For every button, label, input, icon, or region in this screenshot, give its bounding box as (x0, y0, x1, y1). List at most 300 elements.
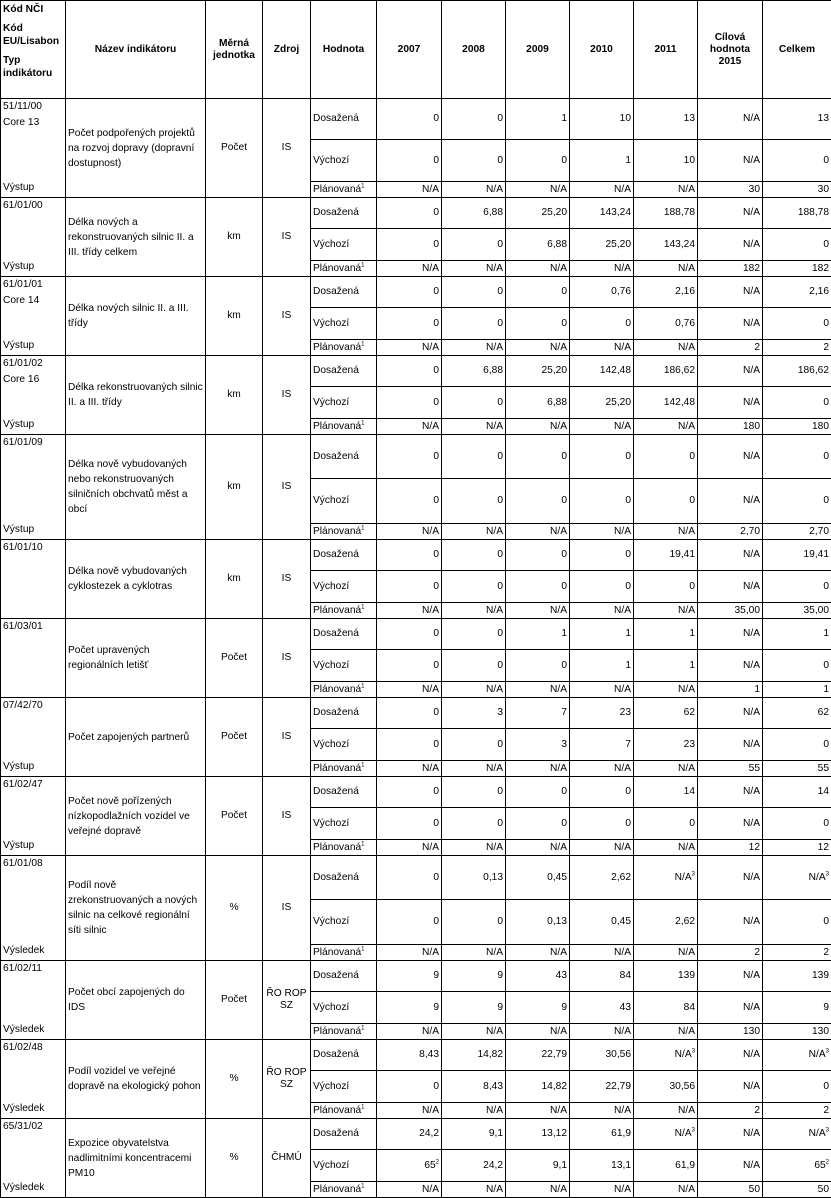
value-cell (570, 435, 634, 479)
value-cell (377, 308, 442, 340)
value-cell (634, 340, 698, 356)
value-type-label: Výchozí (311, 571, 377, 603)
footnote-mark: 3 (692, 871, 695, 877)
cell-value: 25,20 (606, 397, 632, 408)
value-cell (634, 479, 698, 524)
value-cell (698, 277, 763, 308)
header-hodnota: Hodnota (311, 1, 377, 99)
cell-value: 0 (497, 916, 503, 927)
cell-value: 0,76 (611, 286, 631, 297)
cell-value: N/A (422, 342, 439, 353)
cell-value: N/A (743, 628, 760, 639)
value-cell (634, 277, 698, 308)
cell-value: N/A (550, 842, 567, 853)
cell-value: 0 (433, 495, 439, 506)
cell-value: 0 (823, 397, 829, 408)
value-cell (442, 619, 506, 650)
table-row (1, 356, 831, 387)
cell-value: N/A (743, 495, 760, 506)
value-cell (698, 1119, 763, 1150)
value-cell (377, 540, 442, 571)
cell-value: N/A (422, 263, 439, 274)
value-cell (506, 435, 570, 479)
value-cell (570, 182, 634, 198)
indicator-code-cell (1, 1040, 66, 1119)
cell-value: N/A (743, 707, 760, 718)
value-cell (506, 900, 570, 945)
cell-value: 14 (684, 786, 695, 797)
indicator-source: IS (263, 540, 311, 619)
cell-value: 35,00 (804, 605, 830, 616)
value-cell (377, 777, 442, 808)
cell-value: N/A (422, 421, 439, 432)
footnote-mark: 2 (436, 1159, 439, 1165)
cell-value: 0 (497, 113, 503, 124)
indicator-name: Délka nových silnic II. a III. třídy (66, 277, 206, 356)
cell-value: N/A (743, 207, 760, 218)
cell-value: 0 (433, 818, 439, 829)
value-cell (698, 603, 763, 619)
cell-value: 0 (823, 818, 829, 829)
cell-value: 0 (433, 451, 439, 462)
value-type-label: Dosažená (311, 619, 377, 650)
value-cell (442, 1119, 506, 1150)
indicator-unit: km (206, 277, 263, 356)
cell-value: 22,79 (606, 1081, 632, 1092)
value-cell (634, 777, 698, 808)
cell-value: 130 (812, 1026, 829, 1037)
value-cell (634, 182, 698, 198)
value-cell (442, 856, 506, 900)
cell-value: N/A (614, 1026, 631, 1037)
cell-value: 25,20 (606, 239, 632, 250)
cell-value: 0 (433, 318, 439, 329)
value-cell (506, 840, 570, 856)
cell-value: 143,24 (600, 207, 631, 218)
value-type-label: Výchozí (311, 140, 377, 182)
indicator-type: Výstup (3, 180, 63, 196)
value-cell (570, 1119, 634, 1150)
indicator-unit: Počet (206, 698, 263, 777)
indicator-eu-code (3, 977, 63, 993)
indicator-code: 61/02/11 (3, 961, 63, 977)
cell-value: 186,62 (664, 365, 695, 376)
header-celkem: Celkem (763, 1, 831, 99)
value-cell (634, 992, 698, 1024)
indicator-code: 61/02/48 (3, 1040, 63, 1056)
value-cell (634, 619, 698, 650)
value-cell (570, 140, 634, 182)
table-row (1, 198, 831, 229)
cell-value: 0 (561, 549, 567, 560)
header-2009: 2009 (506, 1, 570, 99)
value-cell (698, 761, 763, 777)
cell-value: 0 (433, 660, 439, 671)
cell-value: 0 (433, 786, 439, 797)
value-cell (634, 99, 698, 140)
value-cell (570, 479, 634, 524)
cell-value: 13,1 (611, 1160, 631, 1171)
value-cell (634, 198, 698, 229)
value-cell (763, 1024, 831, 1040)
value-cell (442, 198, 506, 229)
value-type-label: Výchozí (311, 1150, 377, 1182)
indicator-code-cell (1, 619, 66, 698)
planovana-label: Plánovaná (313, 1184, 361, 1195)
value-cell (634, 540, 698, 571)
cell-value: 30 (818, 184, 829, 195)
footnote-mark: 2 (826, 1159, 829, 1165)
value-cell (698, 619, 763, 650)
cell-value: 0 (497, 660, 503, 671)
cell-value: 7 (625, 739, 631, 750)
cell-value: 6,88 (483, 207, 503, 218)
cell-value: N/A (486, 526, 503, 537)
value-cell (634, 229, 698, 261)
cell-value: 2,70 (740, 526, 760, 537)
value-cell (634, 961, 698, 992)
value-cell (570, 387, 634, 419)
cell-value: N/A (675, 1049, 692, 1060)
cell-value: 50 (749, 1184, 760, 1195)
value-cell (698, 99, 763, 140)
footnote-mark: 1 (361, 1104, 364, 1110)
value-cell (570, 856, 634, 900)
cell-value: N/A (614, 947, 631, 958)
value-cell (634, 1103, 698, 1119)
indicator-code: 61/02/47 (3, 777, 63, 793)
value-type-label: Dosažená (311, 435, 377, 479)
value-type-label (311, 1024, 377, 1040)
cell-value: 139 (678, 970, 695, 981)
value-cell (377, 856, 442, 900)
cell-value: N/A (550, 1184, 567, 1195)
indicator-type: Výstup (3, 338, 63, 354)
value-cell (570, 340, 634, 356)
value-type-label: Dosažená (311, 698, 377, 729)
indicator-code: 61/03/01 (3, 619, 63, 635)
table-row (1, 698, 831, 729)
footnote-mark: 1 (361, 420, 364, 426)
value-cell (442, 840, 506, 856)
header-kod-nci: Kód NČI (3, 2, 63, 17)
header-row (1, 1, 831, 99)
footnote-mark: 3 (692, 1128, 695, 1134)
value-cell (634, 1119, 698, 1150)
cell-value: 50 (818, 1184, 829, 1195)
cell-value: 0 (433, 581, 439, 592)
value-cell (763, 1119, 831, 1150)
cell-value: N/A (678, 184, 695, 195)
value-type-label: Výchozí (311, 229, 377, 261)
cell-value: 65 (424, 1160, 435, 1171)
cell-value: N/A (743, 113, 760, 124)
cell-value: N/A (550, 526, 567, 537)
cell-value: N/A (550, 1026, 567, 1037)
value-cell (506, 356, 570, 387)
header-typ: Typ indikátoru (3, 54, 63, 80)
value-cell (763, 524, 831, 540)
value-cell (506, 945, 570, 961)
value-cell (442, 1150, 506, 1182)
value-cell (763, 140, 831, 182)
indicator-name: Počet nově pořízených nízkopodlažních vozidel ve veřejné dopravě (66, 777, 206, 856)
value-cell (506, 524, 570, 540)
value-cell (377, 140, 442, 182)
cell-value: N/A (486, 184, 503, 195)
value-cell (506, 140, 570, 182)
cell-value: 0 (433, 155, 439, 166)
value-cell (442, 419, 506, 435)
value-cell (763, 698, 831, 729)
indicator-code-cell (1, 198, 66, 277)
cell-value: 182 (743, 263, 760, 274)
cell-value: N/A (486, 342, 503, 353)
value-cell (442, 524, 506, 540)
indicator-code: 51/11/00 (3, 99, 63, 115)
footnote-mark: 1 (361, 1025, 364, 1031)
cell-value: N/A (743, 818, 760, 829)
value-cell (377, 198, 442, 229)
cell-value: 0 (433, 365, 439, 376)
value-cell (763, 540, 831, 571)
cell-value: N/A (743, 549, 760, 560)
cell-value: 8,43 (419, 1049, 439, 1060)
cell-value: N/A (743, 451, 760, 462)
cell-value: N/A (486, 1184, 503, 1195)
cell-value: N/A (743, 916, 760, 927)
value-cell (570, 698, 634, 729)
planovana-label: Plánovaná (313, 421, 361, 432)
value-cell (377, 900, 442, 945)
value-cell (763, 761, 831, 777)
value-cell (377, 356, 442, 387)
cell-value: 14,82 (542, 1081, 568, 1092)
cell-value: 9 (497, 1002, 503, 1013)
cell-value: N/A (678, 1026, 695, 1037)
value-cell (698, 524, 763, 540)
planovana-label: Plánovaná (313, 605, 361, 616)
cell-value: 1 (561, 628, 567, 639)
table-row (1, 777, 831, 808)
value-cell (763, 840, 831, 856)
cell-value: 2,16 (675, 286, 695, 297)
planovana-label: Plánovaná (313, 342, 361, 353)
value-cell (570, 729, 634, 761)
value-cell (763, 261, 831, 277)
cell-value: 0 (433, 549, 439, 560)
value-cell (763, 387, 831, 419)
cell-value: N/A (743, 1128, 760, 1139)
cell-value: 0 (625, 581, 631, 592)
value-cell (442, 650, 506, 682)
cell-value: 55 (749, 763, 760, 774)
value-cell (506, 1071, 570, 1103)
indicator-type: Výstup (3, 838, 63, 854)
value-cell (698, 340, 763, 356)
value-cell (506, 992, 570, 1024)
footnote-mark: 3 (826, 871, 829, 877)
cell-value: 0 (625, 495, 631, 506)
indicator-code-cell (1, 777, 66, 856)
footnote-mark: 3 (826, 1049, 829, 1055)
value-cell (634, 356, 698, 387)
value-cell (442, 1024, 506, 1040)
value-type-label (311, 524, 377, 540)
value-cell (763, 277, 831, 308)
cell-value: N/A (422, 842, 439, 853)
table-row (1, 1040, 831, 1071)
cell-value: N/A (550, 421, 567, 432)
indicator-unit: km (206, 435, 263, 540)
cell-value: 0 (823, 916, 829, 927)
cell-value: 0 (823, 1081, 829, 1092)
cell-value: 84 (684, 1002, 695, 1013)
value-cell (763, 961, 831, 992)
indicator-name: Počet obcí zapojených do IDS (66, 961, 206, 1040)
cell-value: 14,82 (478, 1049, 504, 1060)
indicator-type: Výstup (3, 522, 63, 538)
cell-value: 2 (823, 1105, 829, 1116)
value-cell (506, 198, 570, 229)
cell-value: N/A (678, 842, 695, 853)
cell-value: N/A (743, 155, 760, 166)
indicator-name: Délka nově vybudovaných cyklostezek a cyklotras (66, 540, 206, 619)
value-cell (634, 308, 698, 340)
cell-value: 6,88 (547, 397, 567, 408)
value-cell (698, 1071, 763, 1103)
indicator-code-cell (1, 356, 66, 435)
value-cell (698, 571, 763, 603)
value-cell (570, 840, 634, 856)
cell-value: N/A (678, 763, 695, 774)
value-type-label: Výchozí (311, 808, 377, 840)
value-cell (698, 945, 763, 961)
value-cell (634, 524, 698, 540)
footnote-mark: 3 (826, 1128, 829, 1134)
value-cell (763, 1103, 831, 1119)
value-cell (763, 1150, 831, 1182)
planovana-label: Plánovaná (313, 763, 361, 774)
cell-value: 0 (823, 660, 829, 671)
indicator-source: IS (263, 698, 311, 777)
cell-value: 0 (823, 239, 829, 250)
header-jednotka: Měrná jednotka (206, 1, 263, 99)
cell-value: N/A (743, 239, 760, 250)
indicator-unit: km (206, 540, 263, 619)
value-cell (506, 729, 570, 761)
value-type-label: Dosažená (311, 356, 377, 387)
value-cell (506, 1040, 570, 1071)
value-cell (634, 808, 698, 840)
value-cell (506, 808, 570, 840)
indicator-type: Výstup (3, 259, 63, 275)
value-cell (763, 603, 831, 619)
indicator-type: Výsledek (3, 943, 63, 959)
indicator-source: ŘO ROP SZ (263, 1040, 311, 1119)
value-cell (698, 650, 763, 682)
cell-value: 0 (625, 786, 631, 797)
indicator-unit: km (206, 356, 263, 435)
indicator-name: Počet zapojených partnerů (66, 698, 206, 777)
footnote-mark: 1 (361, 604, 364, 610)
cell-value: 12 (749, 842, 760, 853)
indicator-eu-code (3, 214, 63, 230)
cell-value: N/A (422, 684, 439, 695)
value-cell (698, 387, 763, 419)
cell-value: 0 (497, 786, 503, 797)
value-cell (377, 961, 442, 992)
table-row (1, 435, 831, 479)
indicator-eu-code: Core 14 (3, 293, 63, 309)
cell-value: 30,56 (606, 1049, 632, 1060)
footnote-mark: 1 (361, 262, 364, 268)
planovana-label: Plánovaná (313, 184, 361, 195)
footnote-mark: 1 (361, 946, 364, 952)
value-cell (506, 540, 570, 571)
cell-value: N/A (614, 763, 631, 774)
value-cell (377, 1071, 442, 1103)
indicator-code-cell (1, 698, 66, 777)
header-codes (1, 1, 66, 99)
cell-value: 0 (497, 451, 503, 462)
value-cell (506, 277, 570, 308)
value-cell (698, 540, 763, 571)
cell-value: 10 (620, 113, 631, 124)
value-cell (698, 1103, 763, 1119)
indicator-eu-code (3, 451, 63, 467)
value-cell (570, 524, 634, 540)
value-cell (698, 900, 763, 945)
cell-value: N/A (422, 1026, 439, 1037)
value-cell (570, 356, 634, 387)
indicator-source: IS (263, 99, 311, 198)
indicator-source: ŘO ROP SZ (263, 961, 311, 1040)
header-2007: 2007 (377, 1, 442, 99)
value-cell (377, 1182, 442, 1198)
value-cell (442, 1182, 506, 1198)
cell-value: 65 (814, 1160, 825, 1171)
value-cell (634, 1071, 698, 1103)
value-cell (442, 992, 506, 1024)
value-cell (506, 777, 570, 808)
cell-value: N/A (678, 684, 695, 695)
cell-value: 61,9 (611, 1128, 631, 1139)
indicator-type (3, 680, 63, 696)
value-cell (377, 1119, 442, 1150)
cell-value: 9 (561, 1002, 567, 1013)
cell-value: 30 (749, 184, 760, 195)
value-cell (634, 387, 698, 419)
indicator-type: Výsledek (3, 1180, 63, 1196)
cell-value: 0 (433, 286, 439, 297)
cell-value: N/A (550, 342, 567, 353)
cell-value: 10 (684, 155, 695, 166)
cell-value: N/A (486, 1105, 503, 1116)
cell-value: 0,45 (547, 872, 567, 883)
cell-value: 25,20 (542, 365, 568, 376)
indicator-eu-code (3, 1056, 63, 1072)
cell-value: 2 (754, 1105, 760, 1116)
value-cell (570, 900, 634, 945)
cell-value: 0 (497, 318, 503, 329)
value-cell (698, 182, 763, 198)
cell-value: N/A (486, 684, 503, 695)
indicator-unit: % (206, 1119, 263, 1198)
indicator-source: ČHMÚ (263, 1119, 311, 1198)
indicator-unit: Počet (206, 99, 263, 198)
value-type-label: Výchozí (311, 1071, 377, 1103)
